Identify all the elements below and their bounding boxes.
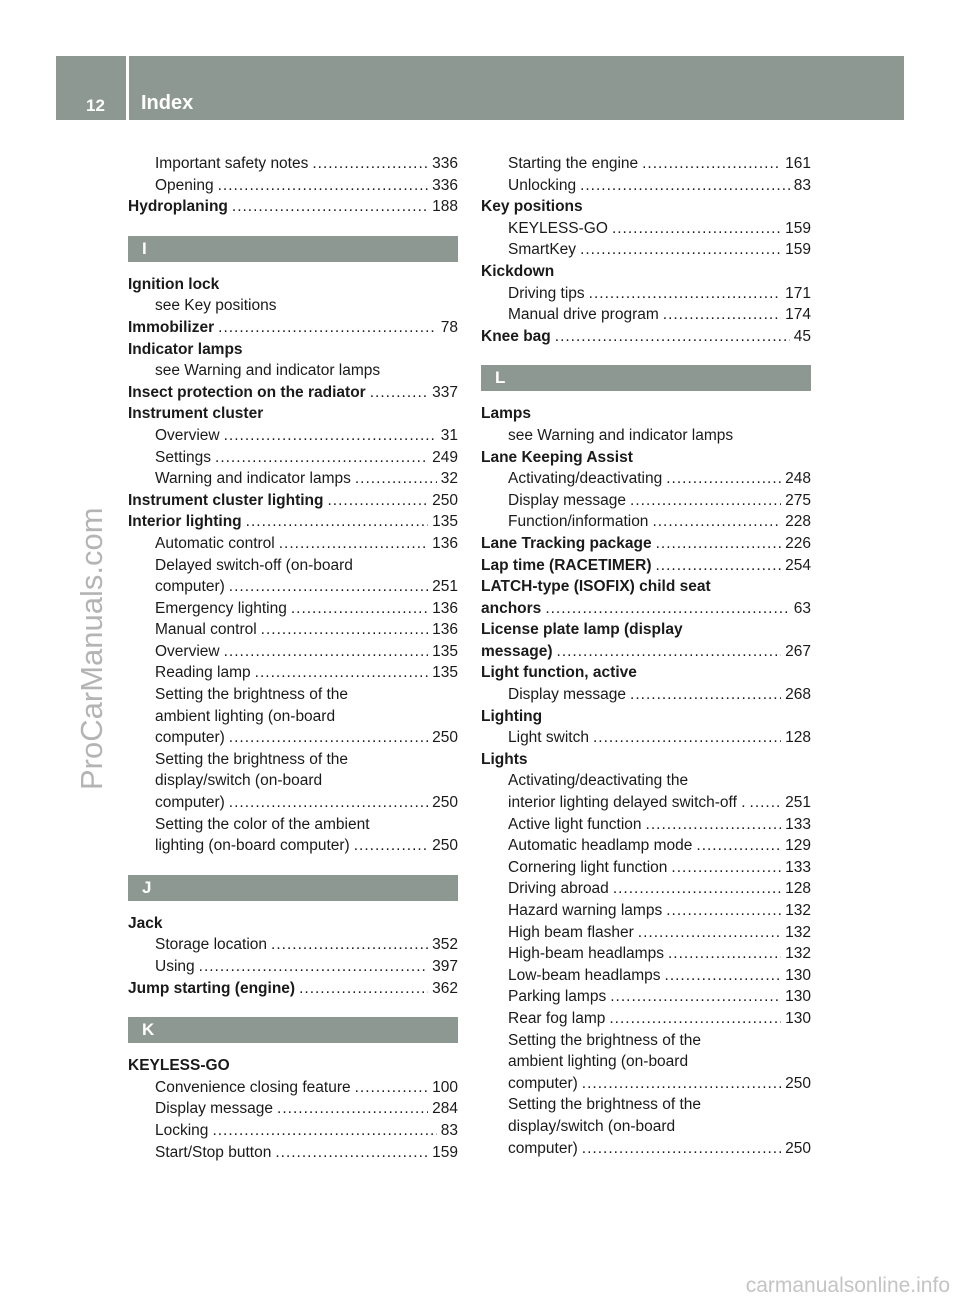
index-entry: KEYLESS-GO ..... 159 (481, 218, 811, 240)
index-entry-continued: Setting the brightness of the (508, 1031, 702, 1049)
index-entry: Hydroplaning ..... 188 (128, 196, 458, 218)
page-header (56, 56, 904, 120)
index-entry: Active light function ..... 133 (481, 814, 811, 836)
section-letter-bar: K (128, 1017, 458, 1043)
index-entry-continued: Delayed switch-off (on-board (155, 556, 353, 574)
index-entry-continued: Setting the color of the ambient (155, 815, 370, 833)
index-entry: Jump starting (engine) ..... 362 (128, 978, 458, 1000)
index-entry-continued: Setting the brightness of the (508, 1096, 702, 1114)
index-entry: Lap time (RACETIMER) ..... 254 (481, 555, 811, 577)
index-entry: Unlocking ..... 83 (481, 175, 811, 197)
index-entry: Hazard warning lamps ..... 132 (481, 900, 811, 922)
index-entry: Driving abroad ..... 128 (481, 878, 811, 900)
page-number: 12 (86, 96, 105, 115)
index-crossref: see Warning and indicator lamps (155, 362, 381, 380)
index-entry: Immobilizer ..... 78 (128, 317, 458, 339)
index-entry: interior lighting delayed switch-off . ..... 251 (481, 792, 811, 814)
index-entry: computer) ..... 250 (128, 792, 458, 814)
index-crossref: see Warning and indicator lamps (508, 426, 734, 444)
index-entry: computer) ..... 250 (128, 727, 458, 749)
index-entry: Insect protection on the radiator ..... 337 (128, 382, 458, 404)
index-entry: Overview ..... 135 (128, 641, 458, 663)
index-entry: Overview ..... 31 (128, 425, 458, 447)
index-entry: Important safety notes ..... 336 (128, 153, 458, 175)
index-entry: Display message ..... 268 (481, 684, 811, 706)
index-heading: Ignition lock (128, 275, 220, 293)
index-column-left (128, 153, 458, 1163)
index-entry: Automatic headlamp mode ..... 129 (481, 835, 811, 857)
index-heading: Lighting (481, 707, 543, 725)
index-column-right (481, 153, 811, 1159)
index-entry: Manual control ..... 136 (128, 619, 458, 641)
page-title: Index (141, 92, 194, 114)
index-entry-continued: ambient lighting (on-board (155, 707, 336, 725)
index-heading: Instrument cluster (128, 405, 264, 423)
index-entry: SmartKey ..... 159 (481, 239, 811, 261)
index-entry: Locking ..... 83 (128, 1120, 458, 1142)
index-entry-continued: Setting the brightness of the (155, 750, 349, 768)
index-entry: Cornering light function ..... 133 (481, 857, 811, 879)
index-entry-continued: ambient lighting (on-board (508, 1053, 689, 1071)
index-entry: High-beam headlamps ..... 132 (481, 943, 811, 965)
side-watermark: ProCarManuals.com (74, 507, 109, 790)
index-heading: Jack (128, 914, 163, 932)
index-heading: KEYLESS-GO (128, 1057, 230, 1075)
index-entry: Function/information ..... 228 (481, 511, 811, 533)
index-entry: Emergency lighting ..... 136 (128, 598, 458, 620)
index-entry-continued: display/switch (on-board (508, 1117, 676, 1135)
index-entry: Display message ..... 284 (128, 1098, 458, 1120)
index-entry: Knee bag ..... 45 (481, 326, 811, 348)
section-letter-bar: L (481, 365, 811, 391)
index-heading: License plate lamp (display (481, 621, 683, 639)
index-entry: Light switch ..... 128 (481, 727, 811, 749)
index-entry: lighting (on-board computer) ..... 250 (128, 835, 458, 857)
index-entry: Parking lamps ..... 130 (481, 986, 811, 1008)
index-entry: Lane Tracking package ..... 226 (481, 533, 811, 555)
index-entry: Settings ..... 249 (128, 447, 458, 469)
section-letter-bar: I (128, 236, 458, 262)
index-heading: Light function, active (481, 664, 637, 682)
index-entry: High beam flasher ..... 132 (481, 922, 811, 944)
index-entry: Driving tips ..... 171 (481, 283, 811, 305)
index-entry: Instrument cluster lighting ..... 250 (128, 490, 458, 512)
section-letter-bar: J (128, 875, 458, 901)
index-entry: Warning and indicator lamps ..... 32 (128, 468, 458, 490)
index-entry-continued: Activating/deactivating the (508, 772, 689, 790)
index-entry: Low-beam headlamps ..... 130 (481, 965, 811, 987)
index-entry: computer) ..... 251 (128, 576, 458, 598)
index-heading: Kickdown (481, 262, 555, 280)
index-entry-continued: display/switch (on-board (155, 772, 323, 790)
index-heading: Key positions (481, 198, 583, 216)
index-heading: Lights (481, 750, 528, 768)
index-entry: message) ..... 267 (481, 641, 811, 663)
index-entry-continued: Setting the brightness of the (155, 686, 349, 704)
index-heading: LATCH-type (ISOFIX) child seat (481, 578, 711, 596)
index-entry: Opening ..... 336 (128, 175, 458, 197)
index-heading: Indicator lamps (128, 340, 243, 358)
footer-watermark: carmanualsonline.info (745, 1274, 950, 1297)
index-entry: Manual drive program ..... 174 (481, 304, 811, 326)
index-entry: Starting the engine ..... 161 (481, 153, 811, 175)
index-crossref: see Key positions (155, 297, 277, 315)
index-entry: Convenience closing feature ..... 100 (128, 1077, 458, 1099)
index-entry: Start/Stop button ..... 159 (128, 1142, 458, 1164)
index-entry: computer) ..... 250 (481, 1073, 811, 1095)
index-entry: computer) ..... 250 (481, 1138, 811, 1160)
index-entry: Interior lighting ..... 135 (128, 511, 458, 533)
index-entry: Automatic control ..... 136 (128, 533, 458, 555)
index-entry: Using ..... 397 (128, 956, 458, 978)
index-entry: Display message ..... 275 (481, 490, 811, 512)
index-entry: anchors ..... 63 (481, 598, 811, 620)
index-entry: Activating/deactivating ..... 248 (481, 468, 811, 490)
index-heading: Lane Keeping Assist (481, 448, 633, 466)
header-divider (126, 56, 129, 120)
index-entry: Rear fog lamp ..... 130 (481, 1008, 811, 1030)
index-heading: Lamps (481, 405, 531, 423)
index-entry: Reading lamp ..... 135 (128, 662, 458, 684)
index-entry: Storage location ..... 352 (128, 934, 458, 956)
